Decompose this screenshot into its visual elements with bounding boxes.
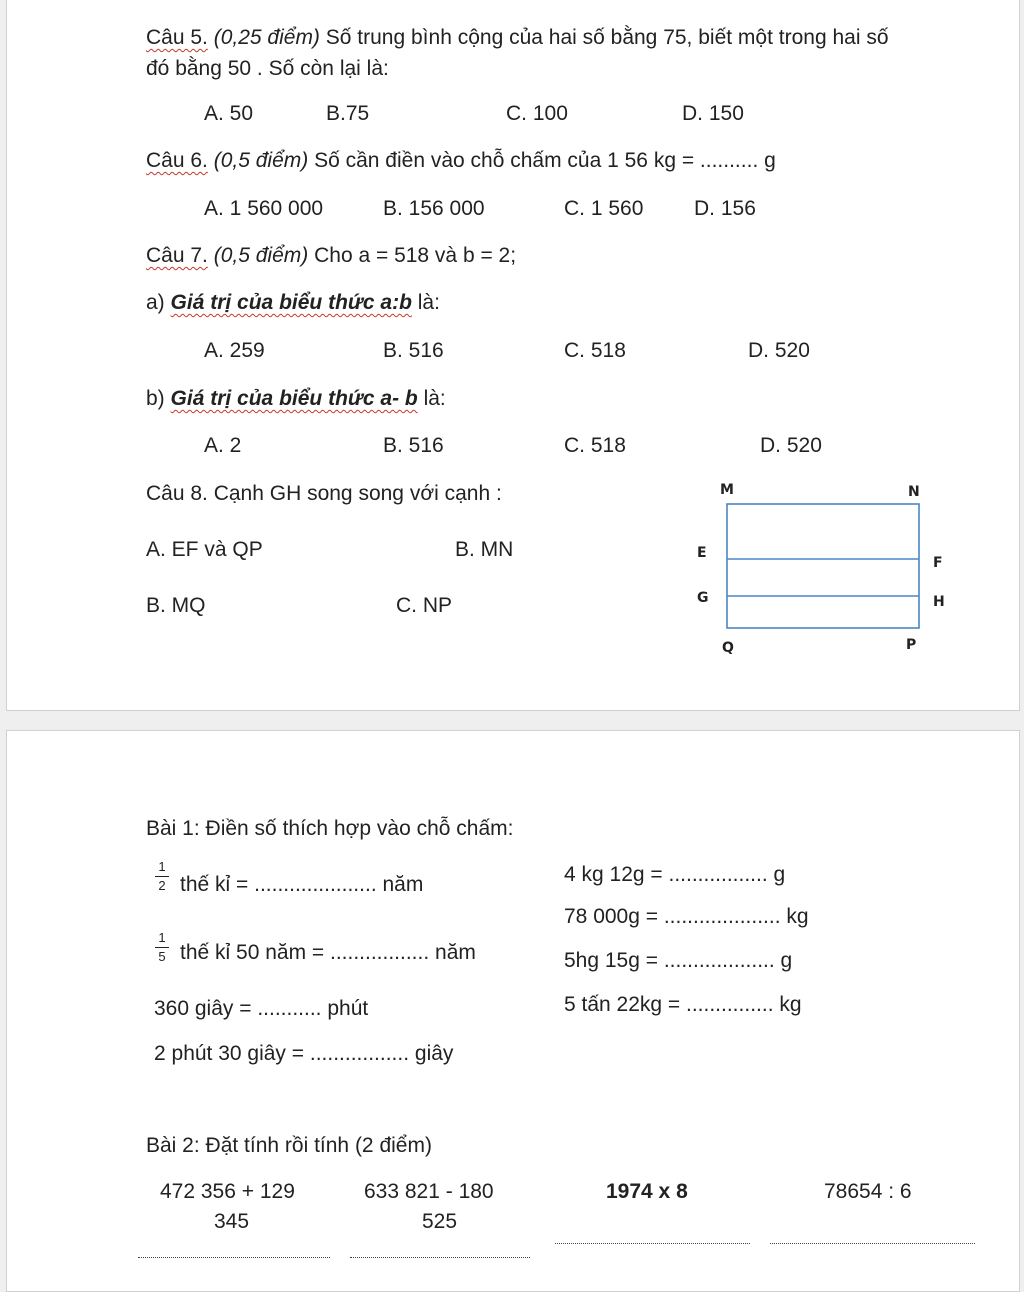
q7b-option-a[interactable]: A. 2	[204, 434, 242, 457]
exercise-1-item-8: 5 tấn 22kg = ............... kg	[564, 993, 802, 1016]
q5-points: (0,25 điểm)	[213, 26, 320, 49]
rectangle-mnpq	[727, 504, 919, 628]
calc-1-line-1: 472 356 + 129	[160, 1180, 295, 1203]
q7a-option-c[interactable]: C. 518	[564, 339, 626, 362]
q7-text: Cho a = 518 và b = 2;	[314, 244, 517, 267]
fraction-2-denominator: 5	[158, 948, 166, 964]
q7b-option-c[interactable]: C. 518	[564, 434, 626, 457]
vertex-label-g: G	[697, 590, 709, 606]
exercise-1-item-5: 4 kg 12g = ................. g	[564, 863, 786, 886]
vertex-label-m: M	[720, 482, 734, 498]
q6-text: Số cần điền vào chỗ chấm của 1 56 kg = .......... g	[314, 149, 776, 172]
exercise-1-item-7: 5hg 15g = ................... g	[564, 949, 793, 972]
question-5	[146, 27, 889, 48]
q7b-prompt	[146, 388, 446, 409]
q7a-option-d[interactable]: D. 520	[748, 339, 810, 362]
q7b-option-d[interactable]: D. 520	[760, 434, 822, 457]
exercise-1-item-4: 2 phút 30 giây = ................. giây	[154, 1042, 454, 1065]
calc-2-line-2: 525	[422, 1210, 458, 1233]
q8-option-b[interactable]: B. MN	[455, 538, 514, 561]
q6-option-b[interactable]: B. 156 000	[383, 197, 485, 220]
q5-label: Câu 5.	[146, 26, 208, 49]
calc-3: 1974 x 8	[606, 1180, 688, 1203]
q8-option-c[interactable]: C. NP	[396, 594, 453, 617]
calc-4: 78654 : 6	[824, 1180, 912, 1203]
fraction-1-denominator: 2	[158, 877, 166, 893]
fraction-1-numerator: 1	[155, 859, 169, 877]
q7a-option-b[interactable]: B. 516	[383, 339, 444, 362]
calc-1-line-2: 345	[214, 1210, 250, 1233]
q7-points: (0,5 điểm)	[213, 244, 309, 267]
q8-text: Câu 8. Cạnh GH song song với cạnh :	[146, 482, 502, 505]
q8-option-a[interactable]: A. EF và QP	[146, 538, 263, 561]
exercise-1-title: Bài 1: Điền số thích hợp vào chỗ chấm:	[146, 817, 514, 840]
answer-line-1[interactable]	[138, 1257, 330, 1258]
exercise-1-item-1: thế kỉ = ..................... năm	[180, 873, 424, 896]
vertex-label-n: N	[908, 484, 920, 500]
q7b-expression: Giá trị của biểu thức a- b	[170, 387, 418, 410]
exercise-1-item-6: 78 000g = .................... kg	[564, 905, 809, 928]
exercise-1-item-2: thế kỉ 50 năm = ................. năm	[180, 941, 476, 964]
q7a-suffix: là:	[417, 291, 440, 314]
q8-option-b2[interactable]: B. MQ	[146, 594, 206, 617]
exercise-1-item-3: 360 giây = ........... phút	[154, 997, 369, 1020]
vertex-label-f: F	[933, 555, 943, 571]
q6-option-a[interactable]: A. 1 560 000	[204, 197, 324, 220]
vertex-label-q: Q	[722, 640, 734, 656]
answer-line-3[interactable]	[555, 1243, 750, 1244]
q5-option-b[interactable]: B.75	[326, 102, 370, 125]
q6-option-d[interactable]: D. 156	[694, 197, 756, 220]
q5-option-d[interactable]: D. 150	[682, 102, 744, 125]
q6-label: Câu 6.	[146, 149, 208, 172]
fraction-one-fifth	[155, 930, 169, 964]
q7a-expression: Giá trị của biểu thức a:b	[170, 291, 412, 314]
rectangle-figure	[726, 500, 922, 632]
question-6	[146, 150, 776, 171]
answer-line-4[interactable]	[770, 1243, 975, 1244]
q6-option-c[interactable]: C. 1 560	[564, 197, 644, 220]
fraction-2-numerator: 1	[155, 930, 169, 948]
q7b-prefix: b)	[146, 387, 165, 410]
q7-label: Câu 7.	[146, 244, 208, 267]
q7b-suffix: là:	[423, 387, 446, 410]
q7a-prompt	[146, 292, 440, 313]
q6-points: (0,5 điểm)	[213, 149, 309, 172]
vertex-label-e: E	[697, 545, 707, 561]
q7a-prefix: a)	[146, 291, 165, 314]
q5-option-c[interactable]: C. 100	[506, 102, 568, 125]
calc-2-line-1: 633 821 - 180	[364, 1180, 494, 1203]
vertex-label-p: P	[906, 637, 917, 653]
exercise-2-title: Bài 2: Đặt tính rồi tính (2 điểm)	[146, 1134, 432, 1157]
q7a-option-a[interactable]: A. 259	[204, 339, 265, 362]
q5-option-a[interactable]: A. 50	[204, 102, 254, 125]
question-7	[146, 245, 516, 266]
q5-text-2: đó bằng 50 . Số còn lại là:	[146, 57, 389, 80]
q5-text-1: Số trung bình cộng của hai số bằng 75, biết một trong hai số	[325, 26, 889, 49]
fraction-one-half	[155, 859, 169, 893]
q7b-option-b[interactable]: B. 516	[383, 434, 444, 457]
answer-line-2[interactable]	[350, 1257, 530, 1258]
vertex-label-h: H	[933, 594, 945, 610]
